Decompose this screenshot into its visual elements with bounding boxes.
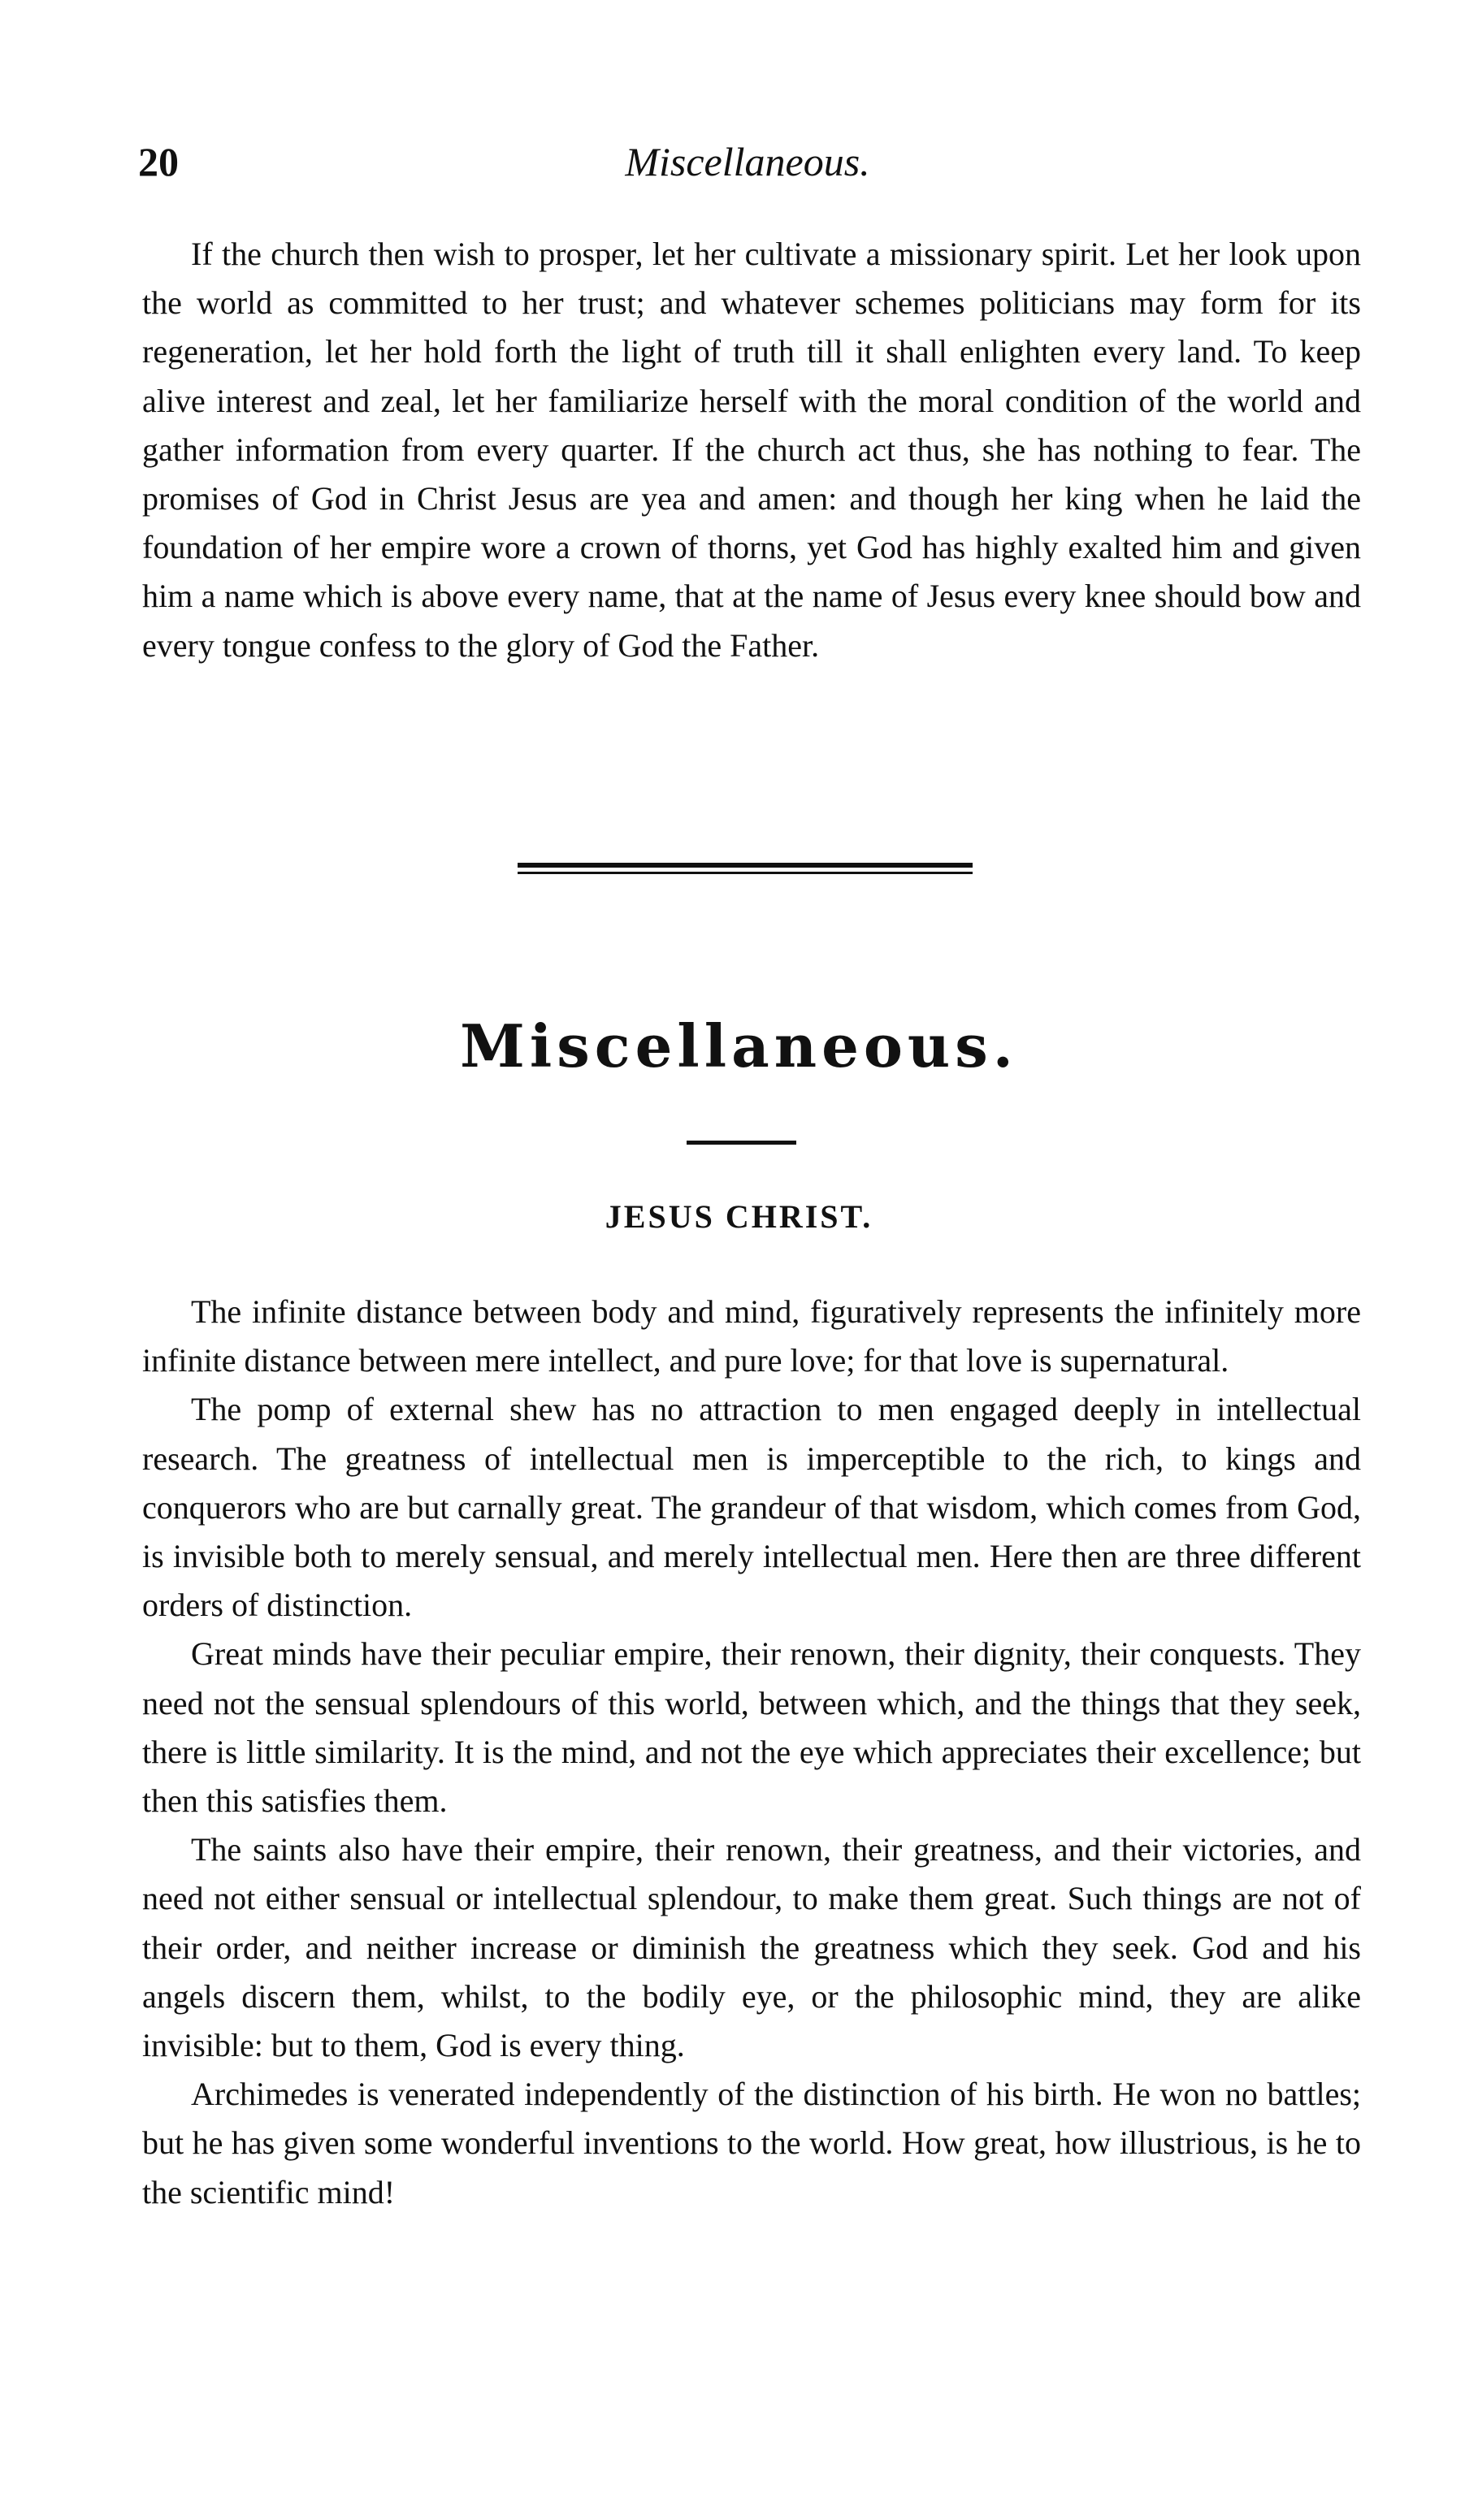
- running-title: Miscellaneous.: [625, 139, 870, 184]
- article-body: [142, 1288, 1361, 2217]
- paragraph: Archimedes is venerated independently of the distinction of his birth. He won no battles; but he has given some wonderful inventions to the world. How great, how illustrious, is he to the scientific mind!: [142, 2076, 1361, 2210]
- page-number: 20: [138, 139, 179, 184]
- paragraph: Great minds have their peculiar empire, their renown, their dignity, their conquests. They need not the sensual splendours of this world, between which, and the things that they seek, there is little similarity. It is the mind, and not the eye which appreciates their excellence; but then this satisfies them.: [142, 1635, 1361, 1820]
- paragraph: The saints also have their empire, their renown, their greatness, and their victories, and need not either sensual or intellectual splendour, to make them great. Such things are not of their order, and neither increase or diminish the greatness which they seek. God and his angels discern them, whilst, to the bodily eye, or the philosophic mind, they are alike invisible: but to them, God is every thing.: [142, 1831, 1361, 2064]
- heading-rule: [687, 1141, 796, 1145]
- paragraph: The pomp of external shew has no attraction to men engaged deeply in intellectual research. The greatness of intellectual men is imperceptible to the rich, to kings and conquerors who are but carnally great. The grandeur of that wisdom, which comes from God, is invisible both to merely sensual, and merely intellectual men. Here then are three different orders of distinction.: [142, 1391, 1361, 1624]
- article-title: JESUS CHRIST.: [605, 1198, 873, 1235]
- section-divider: [518, 863, 973, 874]
- section-heading: Miscellaneous.: [460, 1011, 1018, 1080]
- paragraph: The infinite distance between body and mind, figuratively represents the infinitely more infinite distance between mere intellect, and pure love; for that love is supernatural.: [142, 1293, 1361, 1379]
- running-head: [138, 138, 1357, 203]
- continued-text: [142, 230, 1361, 670]
- paragraph: If the church then wish to prosper, let her cultivate a missionary spirit. Let her look upon the world as committed to her trust; and whatever schemes politicians may form for its regeneration, let her hold forth the light of truth till it shall enlighten every land. To keep alive interest and zeal, let her familiarize herself with the moral condition of the world and gather information from every quarter. If the church act thus, she has nothing to fear. The promises of God in Christ Jesus are yea and amen: and though her king when he laid the foundation of her empire wore a crown of thorns, yet God has highly exalted him and given him a name which is above every name, that at the name of Jesus every knee should bow and every tongue confess to the glory of God the Father.: [142, 236, 1361, 664]
